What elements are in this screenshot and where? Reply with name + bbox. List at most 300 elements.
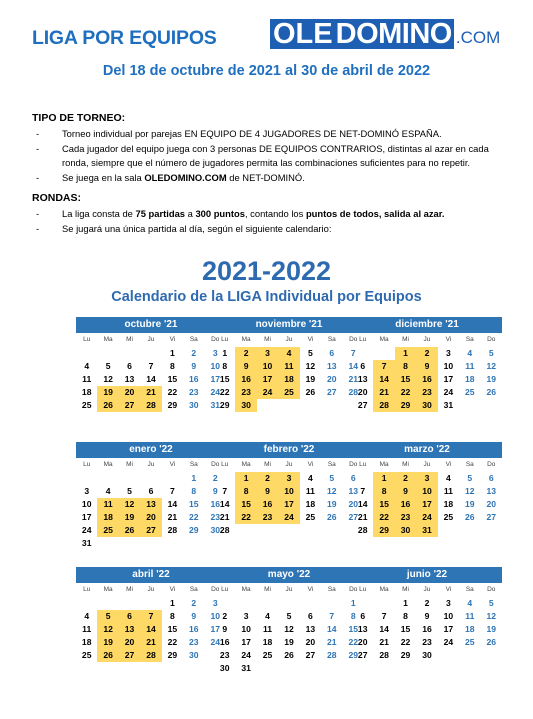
calendar-day: 12 [103,374,113,384]
calendar-day: 17 [210,624,221,634]
calendar-day: 27 [348,512,359,522]
game-day: 21 [140,636,161,649]
weekday-label: Sa [189,586,198,593]
weekday-label: Ma [103,586,113,593]
week-row [352,347,502,360]
month-name: marzo '22 [352,442,502,458]
game-day: 20 [119,386,140,399]
rondas-item-text: a [185,208,196,219]
calendar-day: 15 [167,624,178,634]
week-row [76,511,226,524]
game-day: 4 [278,347,299,360]
tipo-item [32,171,512,186]
calendar-day: 21 [357,512,368,522]
week-row [214,386,364,399]
game-day: 11 [97,498,118,511]
game-day: 11 [278,360,299,373]
calendar-day: 27 [357,650,368,660]
logo-com: .COM [455,28,501,47]
calendar-day: 1 [350,598,356,608]
weekday-label: Lu [359,336,367,343]
week-row [214,636,364,649]
calendar-day: 9 [191,611,197,621]
calendar-day: 15 [189,499,199,509]
calendar-day: 2 [424,598,430,608]
calendar-day: 5 [105,361,111,371]
game-day: 27 [119,649,140,662]
week-row [352,649,502,662]
weekday-label: Do [487,461,496,468]
calendar-day: 16 [189,624,199,634]
calendar-day: 21 [219,512,230,522]
weekday-header [352,333,502,347]
calendar-day: 22 [400,637,411,647]
weekday-label: Do [211,461,220,468]
calendar-day: 10 [241,624,251,634]
game-day: 12 [119,498,140,511]
tipo-item-text: OLEDOMINO.COM [144,171,227,183]
calendar-day: 31 [443,400,454,410]
week-row [214,399,364,412]
calendar-day: 3 [446,348,451,358]
calendar-day: 19 [305,374,316,384]
game-day: 13 [140,498,161,511]
calendar-day: 13 [486,486,497,496]
week-row [214,649,364,662]
game-day: 19 [97,636,118,649]
weekday-label: Ju [285,336,293,343]
calendar-day: 25 [81,400,92,410]
weekday-label: Vi [169,586,176,593]
calendar-day: 16 [422,624,432,634]
week-row [352,524,502,537]
empty-day [300,597,321,610]
calendar-day: 13 [124,374,135,384]
oledomino-logo [270,19,500,49]
week-row [214,610,364,623]
calendar-day: 11 [465,611,475,621]
calendar-day: 10 [81,499,92,509]
calendar-day: 29 [400,650,411,660]
weekday-label: Lu [83,586,91,593]
week-row [76,649,226,662]
logo-domino: DOMINO [335,18,452,50]
rondas-item-text: 75 partidas [135,208,186,219]
calendar-day: 22 [167,637,178,647]
calendar-day: 19 [486,624,497,634]
calendar-day: 5 [127,486,132,496]
weekday-header [352,583,502,597]
weekday-label: Do [349,336,358,343]
weekday-label: Do [349,461,358,468]
month-calendar [352,317,502,412]
calendar-day: 25 [465,387,475,397]
calendar-day: 16 [189,374,199,384]
calendar-day: 13 [305,624,316,634]
page-header [0,0,533,60]
calendar-day: 21 [348,374,359,384]
empty-day [162,472,183,485]
empty-day [321,597,342,610]
calendar-day: 20 [348,499,359,509]
calendar-day: 14 [167,499,178,509]
calendar-day: 1 [170,598,175,608]
rondas-item-text: Se jugará una única partida al día, según el siguiente calendario: [62,222,332,234]
weekday-label: Mi [126,461,133,468]
empty-day [76,597,97,610]
game-day: 6 [119,610,140,623]
game-day: 17 [416,498,437,511]
tipo-item-text: Torneo individual por parejas EN EQUIPO DE 4 JUGADORES DE NET-DOMINÓ ESPAÑA. [62,128,442,139]
calendar-day: 12 [486,361,497,371]
calendar-day: 24 [443,387,454,397]
game-day: 26 [119,524,140,537]
calendar-day: 9 [424,611,430,621]
game-day: 21 [373,386,394,399]
calendar-day: 12 [327,486,337,496]
weekday-label: Ju [147,336,155,343]
calendar-day: 28 [167,525,178,535]
game-day: 8 [395,360,416,373]
empty-day [257,597,278,610]
calendar-day: 11 [443,486,453,496]
calendar-day: 11 [305,486,315,496]
weekday-label: Sa [189,461,198,468]
weekday-label: Ma [241,336,251,343]
month-name: diciembre '21 [352,317,502,333]
game-day: 3 [257,347,278,360]
empty-day [352,472,373,485]
game-day: 23 [235,386,256,399]
game-day: 12 [97,623,118,636]
week-row [76,373,226,386]
rondas-list [32,207,512,236]
weekday-label: Vi [169,336,176,343]
month-name: mayo '22 [214,567,364,583]
calendar-day: 30 [189,400,199,410]
week-row [214,498,364,511]
empty-day [140,597,161,610]
calendar-day: 5 [488,598,494,608]
calendar-day: 6 [148,486,154,496]
calendar-day: 14 [357,499,368,509]
week-row [352,360,502,373]
calendar-day: 27 [486,512,497,522]
week-row [352,636,502,649]
calendar-day: 3 [84,486,90,496]
calendar-day: 28 [219,525,230,535]
calendar-day: 5 [467,473,473,483]
calendar-day: 12 [486,611,497,621]
game-day: 19 [119,511,140,524]
tipo-item [32,142,512,171]
weekday-header [214,333,364,347]
empty-day [76,347,97,360]
calendar-day: 7 [381,611,387,621]
week-row [352,485,502,498]
calendar-day: 3 [212,598,218,608]
game-day: 1 [235,472,256,485]
game-day: 10 [257,360,278,373]
month-name: abril '22 [76,567,226,583]
calendar-day: 6 [488,473,494,483]
tipo-item [32,127,512,142]
game-day: 30 [416,399,437,412]
weekday-label: Lu [83,336,91,343]
month-name: octubre '21 [76,317,226,333]
calendar-day: 13 [357,624,368,634]
week-row [352,386,502,399]
weekday-label: Ma [379,586,389,593]
calendar-day: 25 [443,512,454,522]
calendar-day: 14 [348,361,359,371]
calendar-day: 24 [241,650,251,660]
calendar-day: 17 [443,624,454,634]
month-calendar [214,317,364,412]
calendar-day: 6 [329,348,335,358]
weekday-label: Do [487,586,496,593]
weekday-label: Mi [402,461,409,468]
week-row [214,373,364,386]
week-row [76,347,226,360]
tipo-item-text: Se juega en la sala [62,171,145,183]
weekday-label: Mi [402,586,409,593]
calendar-day: 3 [212,348,218,358]
game-day: 22 [235,511,256,524]
weekday-label: Ma [103,461,113,468]
calendar-day: 1 [170,348,175,358]
game-day: 28 [140,649,161,662]
calendar-day: 25 [305,512,316,522]
calendar-day: 14 [146,374,156,384]
game-day: 29 [395,399,416,412]
calendar-day: 13 [357,374,368,384]
weekday-label: Ju [423,586,431,593]
game-day: 21 [140,386,161,399]
calendar-day: 4 [308,473,313,483]
weekday-header [214,458,364,472]
game-day: 3 [278,472,299,485]
weekday-label: Lu [221,586,229,593]
weekday-label: Ma [379,461,389,468]
calendar-day: 26 [327,512,337,522]
calendar-day: 2 [212,473,218,483]
calendar-day: 8 [170,611,175,621]
weekday-label: Ju [423,461,431,468]
calendar-day: 30 [422,650,432,660]
weekday-label: Mi [126,336,133,343]
calendar-day: 23 [189,387,199,397]
calendar-day: 28 [327,650,337,660]
calendar-day: 23 [189,637,199,647]
month-calendar [76,442,226,550]
calendar-day: 29 [219,400,230,410]
weekday-label: Sa [465,336,474,343]
calendar-day: 22 [189,512,199,522]
calendar-subtitle: Calendario de la LIGA Individual por Equipos [111,289,422,305]
game-day: 16 [395,498,416,511]
game-day: 9 [257,485,278,498]
calendar-day: 4 [446,473,451,483]
calendar-day: 11 [82,374,92,384]
date-range: Del 18 de octubre de 2021 al 30 de abril de 2022 [102,63,431,79]
calendar-day: 18 [465,374,475,384]
game-day: 24 [257,386,278,399]
calendar-day: 6 [360,361,366,371]
game-day: 2 [416,347,437,360]
game-day: 27 [119,399,140,412]
week-row [76,485,226,498]
calendar-day: 23 [210,512,221,522]
weekday-label: Sa [327,461,336,468]
calendar-day: 19 [327,499,337,509]
empty-day [352,597,373,610]
game-day: 16 [235,373,256,386]
calendar-day: 3 [243,611,249,621]
week-row [214,662,364,675]
calendar-title: 2021-2022 [201,256,332,286]
calendar-day: 28 [357,525,368,535]
calendar-day: 24 [81,525,92,535]
weekday-header [76,583,226,597]
calendar-day: 18 [262,637,273,647]
calendar-day: 12 [305,361,316,371]
game-day: 22 [373,511,394,524]
game-day: 1 [395,347,416,360]
tipo-list [32,127,512,185]
weekday-label: Ma [379,336,389,343]
calendar-day: 24 [443,637,454,647]
month-calendar [352,442,502,537]
game-day: 20 [140,511,161,524]
game-day: 28 [373,399,394,412]
calendar-day: 14 [219,499,230,509]
week-row [214,524,364,537]
weekday-label: Vi [307,461,314,468]
calendar-day: 20 [327,374,337,384]
calendar-day: 7 [329,611,335,621]
calendar-day: 17 [210,374,221,384]
calendar-day: 24 [210,387,221,397]
month-name: noviembre '21 [214,317,364,333]
game-day: 15 [235,498,256,511]
calendar-day: 21 [379,637,389,647]
weekday-label: Ju [147,586,155,593]
calendar-day: 17 [241,637,251,647]
game-day: 23 [395,511,416,524]
calendar-day: 18 [443,499,454,509]
weekday-label: Lu [221,461,229,468]
month-name: febrero '22 [214,442,364,458]
game-day: 8 [235,485,256,498]
game-day: 14 [140,623,161,636]
week-row [352,511,502,524]
game-day: 20 [119,636,140,649]
weekday-label: Sa [327,336,336,343]
game-day: 16 [257,498,278,511]
empty-day [373,347,394,360]
weekday-label: Vi [445,336,452,343]
calendar-day: 11 [82,624,92,634]
weekday-label: Mi [402,336,409,343]
game-day: 9 [235,360,256,373]
tipo-section [32,112,512,185]
weekday-header [76,458,226,472]
calendar-day: 12 [284,624,294,634]
weekday-label: Lu [221,336,229,343]
calendar-day: 6 [350,473,356,483]
calendar-day: 27 [327,387,337,397]
calendar-day: 28 [379,650,389,660]
weekday-label: Vi [445,461,452,468]
week-row [76,386,226,399]
calendar-day: 23 [422,637,432,647]
calendar-day: 5 [329,473,335,483]
empty-day [97,472,118,485]
calendar-day: 6 [308,611,313,621]
week-row [352,610,502,623]
calendar-day: 17 [81,512,92,522]
calendar-day: 30 [210,525,221,535]
game-day: 26 [97,399,118,412]
empty-day [278,597,299,610]
game-day: 2 [257,472,278,485]
calendar-day: 4 [84,611,90,621]
week-row [76,623,226,636]
week-row [76,636,226,649]
calendar-day: 10 [443,361,454,371]
weekday-label: Ju [285,461,293,468]
calendar-day: 23 [219,650,230,660]
weekday-label: Mi [264,336,271,343]
calendar-day: 26 [486,387,497,397]
game-day: 10 [416,485,437,498]
calendar-day: 4 [265,611,270,621]
game-day: 7 [140,610,161,623]
empty-day [235,597,256,610]
week-row [352,373,502,386]
calendar-day: 4 [467,348,473,358]
tipo-item-text: de NET-DOMINÓ. [226,171,305,183]
game-day: 15 [395,373,416,386]
calendar-day: 5 [286,611,292,621]
game-day: 9 [416,360,437,373]
calendar-day: 7 [170,486,175,496]
calendar-day: 16 [210,499,221,509]
logo-ole: OLE [270,19,336,49]
month-calendar [352,567,502,662]
month-calendar [214,567,364,675]
calendar-day: 9 [212,486,218,496]
game-day: 24 [278,511,299,524]
game-day: 18 [278,373,299,386]
week-row [76,524,226,537]
empty-day [119,472,140,485]
weekday-label: Do [211,336,220,343]
game-day: 31 [416,524,437,537]
game-day: 8 [373,485,394,498]
weekday-label: Ma [103,336,113,343]
weekday-label: Mi [264,586,271,593]
weekday-label: Vi [307,586,314,593]
calendar-day: 31 [241,663,251,673]
calendar-day: 29 [189,525,199,535]
calendar-day: 18 [465,624,475,634]
calendar-day: 22 [167,387,178,397]
week-row [352,597,502,610]
calendar-day: 27 [357,400,368,410]
calendar-day: 4 [467,598,473,608]
